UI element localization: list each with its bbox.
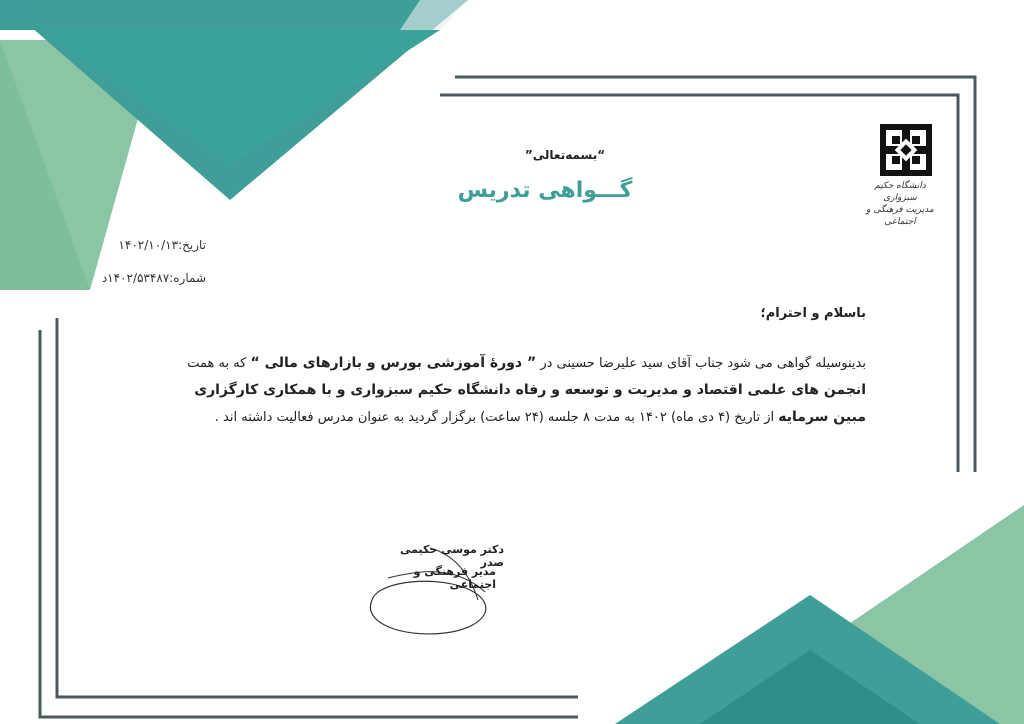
- university-logo-emblem: [880, 124, 932, 176]
- signer-name: دکتر موسی حکیمی صدر: [399, 543, 504, 569]
- number-line: [80, 271, 206, 285]
- signer-role: مدیر فرهنگی و اجتماعی: [413, 565, 496, 591]
- organizers: انجمن های علمی اقتصاد و مدیریت و توسعه و رفاه دانشگاه حکیم سبزواری و با همکاری کارگزاری مبین سرمایه: [194, 382, 866, 425]
- university-name-line1: دانشگاه حکیم سبزواری: [874, 181, 926, 203]
- university-name: [860, 180, 940, 228]
- body-intro: بدینوسیله گواهی می شود جناب آقای سید علیرضا حسینی در: [540, 356, 866, 371]
- greeting: باسلام و احترام؛: [760, 306, 866, 321]
- body-connector: که به همت: [187, 356, 247, 371]
- university-name-line2: مدیریت فرهنگی و اجتماعی: [866, 205, 934, 227]
- bismillah-heading: “بسمه‌تعالی”: [524, 148, 606, 162]
- date-line: [80, 238, 206, 252]
- certificate-title: گـــواهی تدریس: [457, 178, 633, 203]
- number-label: شماره:: [169, 271, 206, 285]
- date-value: ۱۴۰۲/۱۰/۱۳: [118, 238, 179, 252]
- number-value: ۱۴۰۲/۵۳۴۸۷د: [101, 271, 170, 285]
- letter-body: [166, 350, 866, 431]
- body-details: از تاریخ (۴ دی ماه) ۱۴۰۲ به مدت ۸ جلسه (۲۴ ساعت) برگزار گردید به عنوان مدرس فعالیت داشته اند .: [214, 410, 775, 425]
- date-label: تاریخ:: [178, 238, 206, 252]
- course-name: ” دورۀ آموزشی بورس و بازارهای مالی “: [250, 355, 537, 371]
